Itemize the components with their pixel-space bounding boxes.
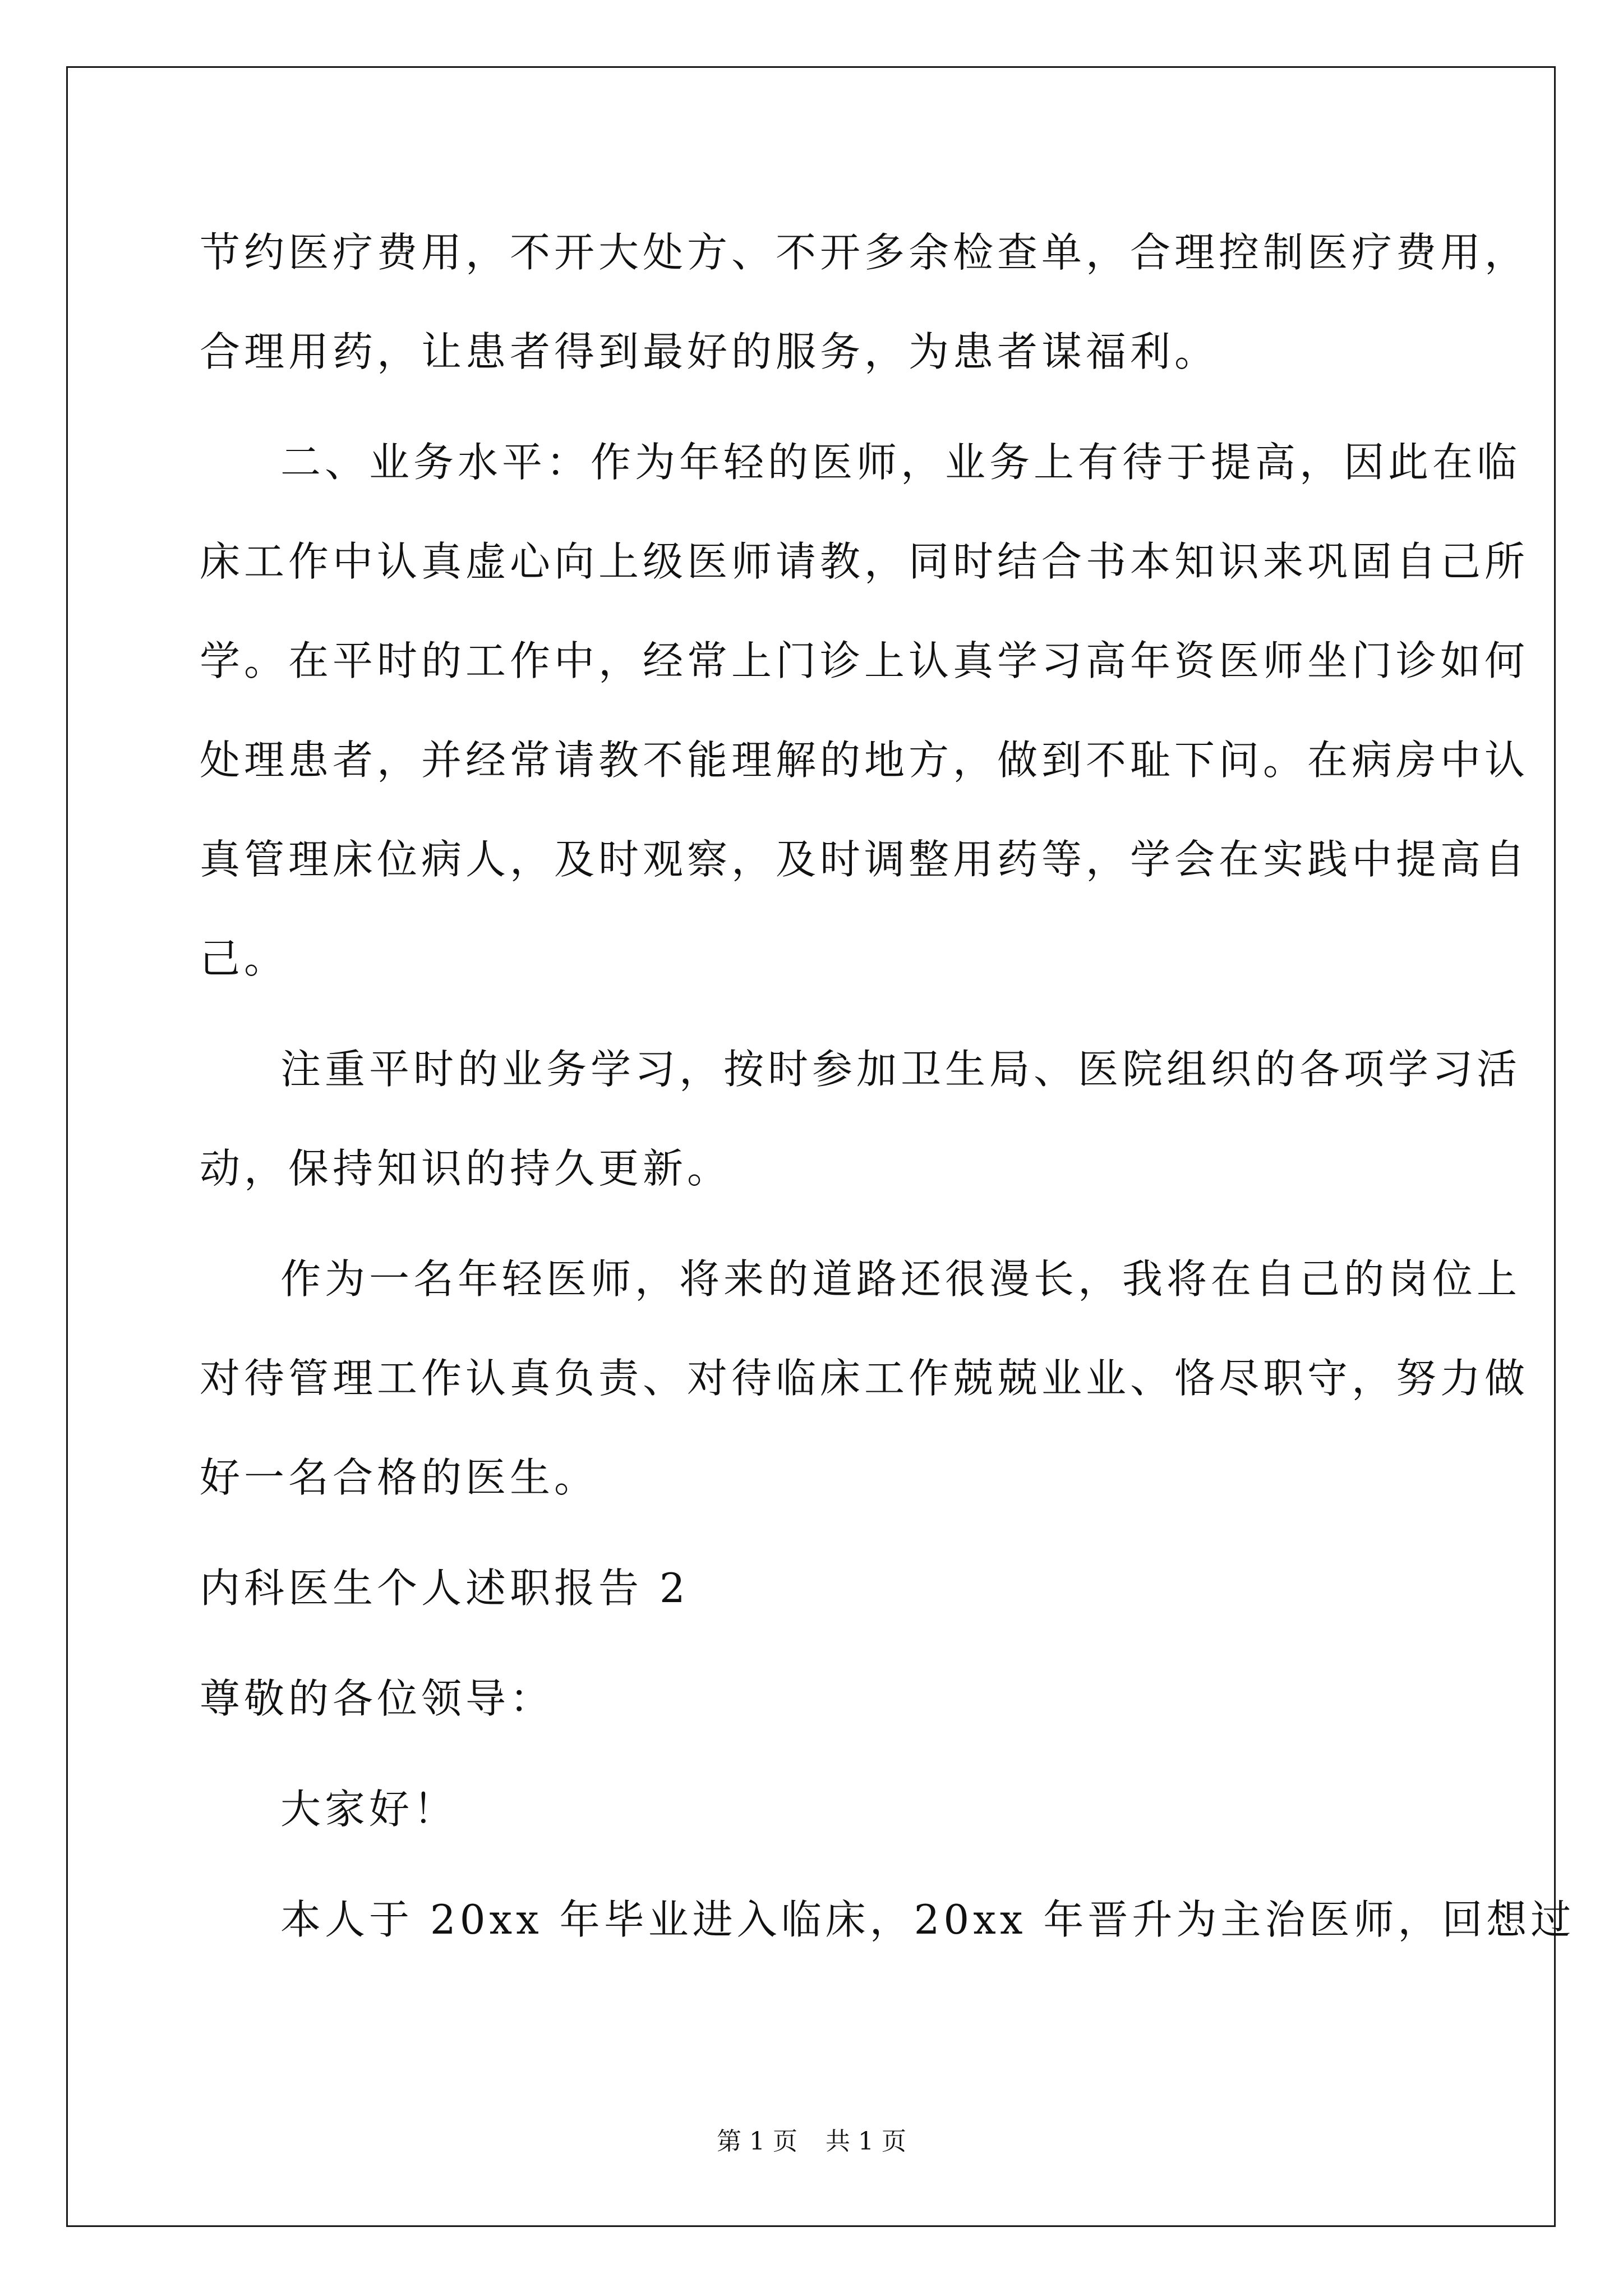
paragraph-line: 注重平时的业务学习，按时参加卫生局、医院组织的各项学习活 [280,1046,1521,1093]
paragraph-line: 床工作中认真虚心向上级医师请教，同时结合书本知识来巩固自己所 [200,538,1529,585]
paragraph-line: 真管理床位病人，及时观察，及时调整用药等，学会在实践中提高自 [200,836,1529,883]
page-total: 共 1 页 [826,2127,906,2156]
page-number: 第 1 页 [717,2127,797,2156]
paragraph-line: 作为一名年轻医师，将来的道路还很漫长，我将在自己的岗位上 [280,1255,1521,1303]
paragraph-line: 二、业务水平：作为年轻的医师，业务上有待于提高，因此在临 [280,439,1521,486]
salutation: 尊敬的各位领导： [200,1675,555,1722]
paragraph-line: 本人于 20xx 年毕业进入临床，20xx 年晋升为主治医师，回想过 [280,1896,1575,1943]
page-footer [0,2126,1623,2157]
paragraph-line: 己。 [200,935,289,982]
paragraph-line: 动，保持知识的持久更新。 [200,1145,732,1192]
paragraph-line: 好一名合格的医生。 [200,1454,599,1501]
paragraph-line: 学。在平时的工作中，经常上门诊上认真学习高年资医师坐门诊如何 [200,637,1529,684]
paragraph-line: 合理用药，让患者得到最好的服务，为患者谋福利。 [200,328,1219,375]
paragraph-line: 处理患者，并经常请教不能理解的地方，做到不耻下问。在病房中认 [200,737,1529,784]
section-title: 内科医生个人述职报告 2 [200,1565,689,1612]
paragraph-line: 对待管理工作认真负责、对待临床工作兢兢业业、恪尽职守，努力做 [200,1355,1529,1402]
paragraph-line: 节约医疗费用，不开大处方、不开多余检查单，合理控制医疗费用， [200,229,1529,276]
greeting: 大家好！ [280,1786,458,1833]
